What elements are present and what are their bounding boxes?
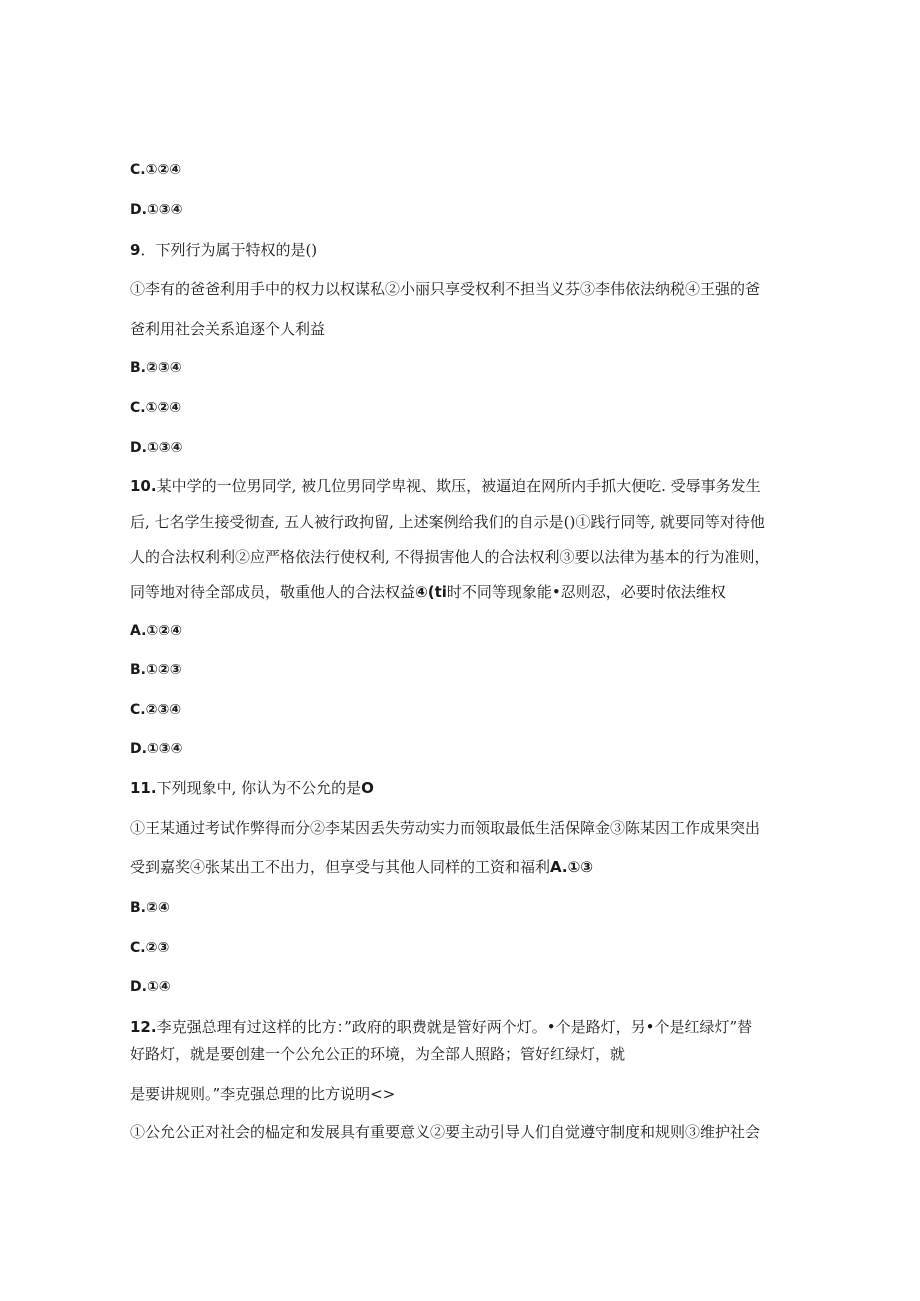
question-number: 9 [130,241,141,259]
option-line: D.①③④ [130,440,183,456]
question-text-line: 好路灯，就是要创建一个公允公正的环境，为全部人照路；管好红绿灯，就 [130,1045,626,1063]
question-text-line: 是要讲规则。”李克强总理的比方说明<> [130,1085,396,1103]
option-line: D.①③④ [130,202,183,218]
question-text-line: 后, 七名学生接受彻查, 五人被行政拘留, 上述案例给我们的自示是()①践行同等, 就要同等对待他 [130,513,765,531]
question-text: 下列现象中, 你认为不公允的是 [156,779,362,797]
question-text-line: ①李有的爸爸利用手中的权力以权谋私②小丽只享受权利不担当义芬③李伟依法纳税④王强的爸 [130,280,761,298]
question-text-line [130,582,790,602]
question-9-stem [130,240,790,260]
bold-fragment: O [361,779,374,797]
option-line: D.①③④ [130,741,183,757]
option-line: C.①②④ [130,162,182,178]
option-line: A.①②④ [130,623,182,639]
question-text-line: 人的合法权利利②应严格依法行使权利, 不得损害他人的合法权利③要以法律为基本的行为准则， [130,548,770,566]
question-text-line [130,857,790,877]
option-line: B.①②③ [130,662,182,678]
option-line: D.①④ [130,979,171,995]
option-line: B.②③④ [130,360,182,376]
question-12-stem [130,1017,790,1037]
bold-fragment: A.①③ [550,858,594,876]
option-line: C.①②④ [130,400,182,416]
question-text: 时不同等现象能•忍则忍，必要时依法维权 [446,583,726,601]
option-line: C.②③④ [130,702,182,718]
question-text: 某中学的一位男同学, 被几位男同学卑视、欺压，被逼迫在网所内手抓大便吃. 受辱事务发生 [156,477,761,495]
option-line: B.②④ [130,900,170,916]
question-number: 11. [130,779,157,797]
question-text: 李克强总理有过这样的比方：”政府的职费就是管好两个灯。•个是路灯，另•个是红绿灯”替 [156,1018,753,1036]
question-text-line: ①公允公正对社会的榀定和发展具有重要意义②要主动引导人们自觉遵守制度和规则③维护社会 [130,1123,761,1141]
question-text-line: ①王某通过考试作弊得而分②李某因丢失劳动实力而领取最低生活保障金③陈某因工作成果突出 [130,819,761,837]
question-text-line: 爸利用社会关系追逐个人利益 [130,320,326,338]
question-text: 受到嘉奖④张某出工不出力，但享受与其他人同样的工资和福利 [130,858,551,876]
question-number: 10. [130,477,157,495]
bold-fragment: ④(ti [415,583,447,601]
question-text: ．下列行为属于特权的是() [140,241,318,259]
question-11-stem [130,778,790,798]
question-text: 同等地对待全部成员，敬重他人的合法权益 [130,583,416,601]
option-line: C.②③ [130,940,170,956]
question-10-stem [130,476,790,496]
question-number: 12. [130,1018,157,1036]
